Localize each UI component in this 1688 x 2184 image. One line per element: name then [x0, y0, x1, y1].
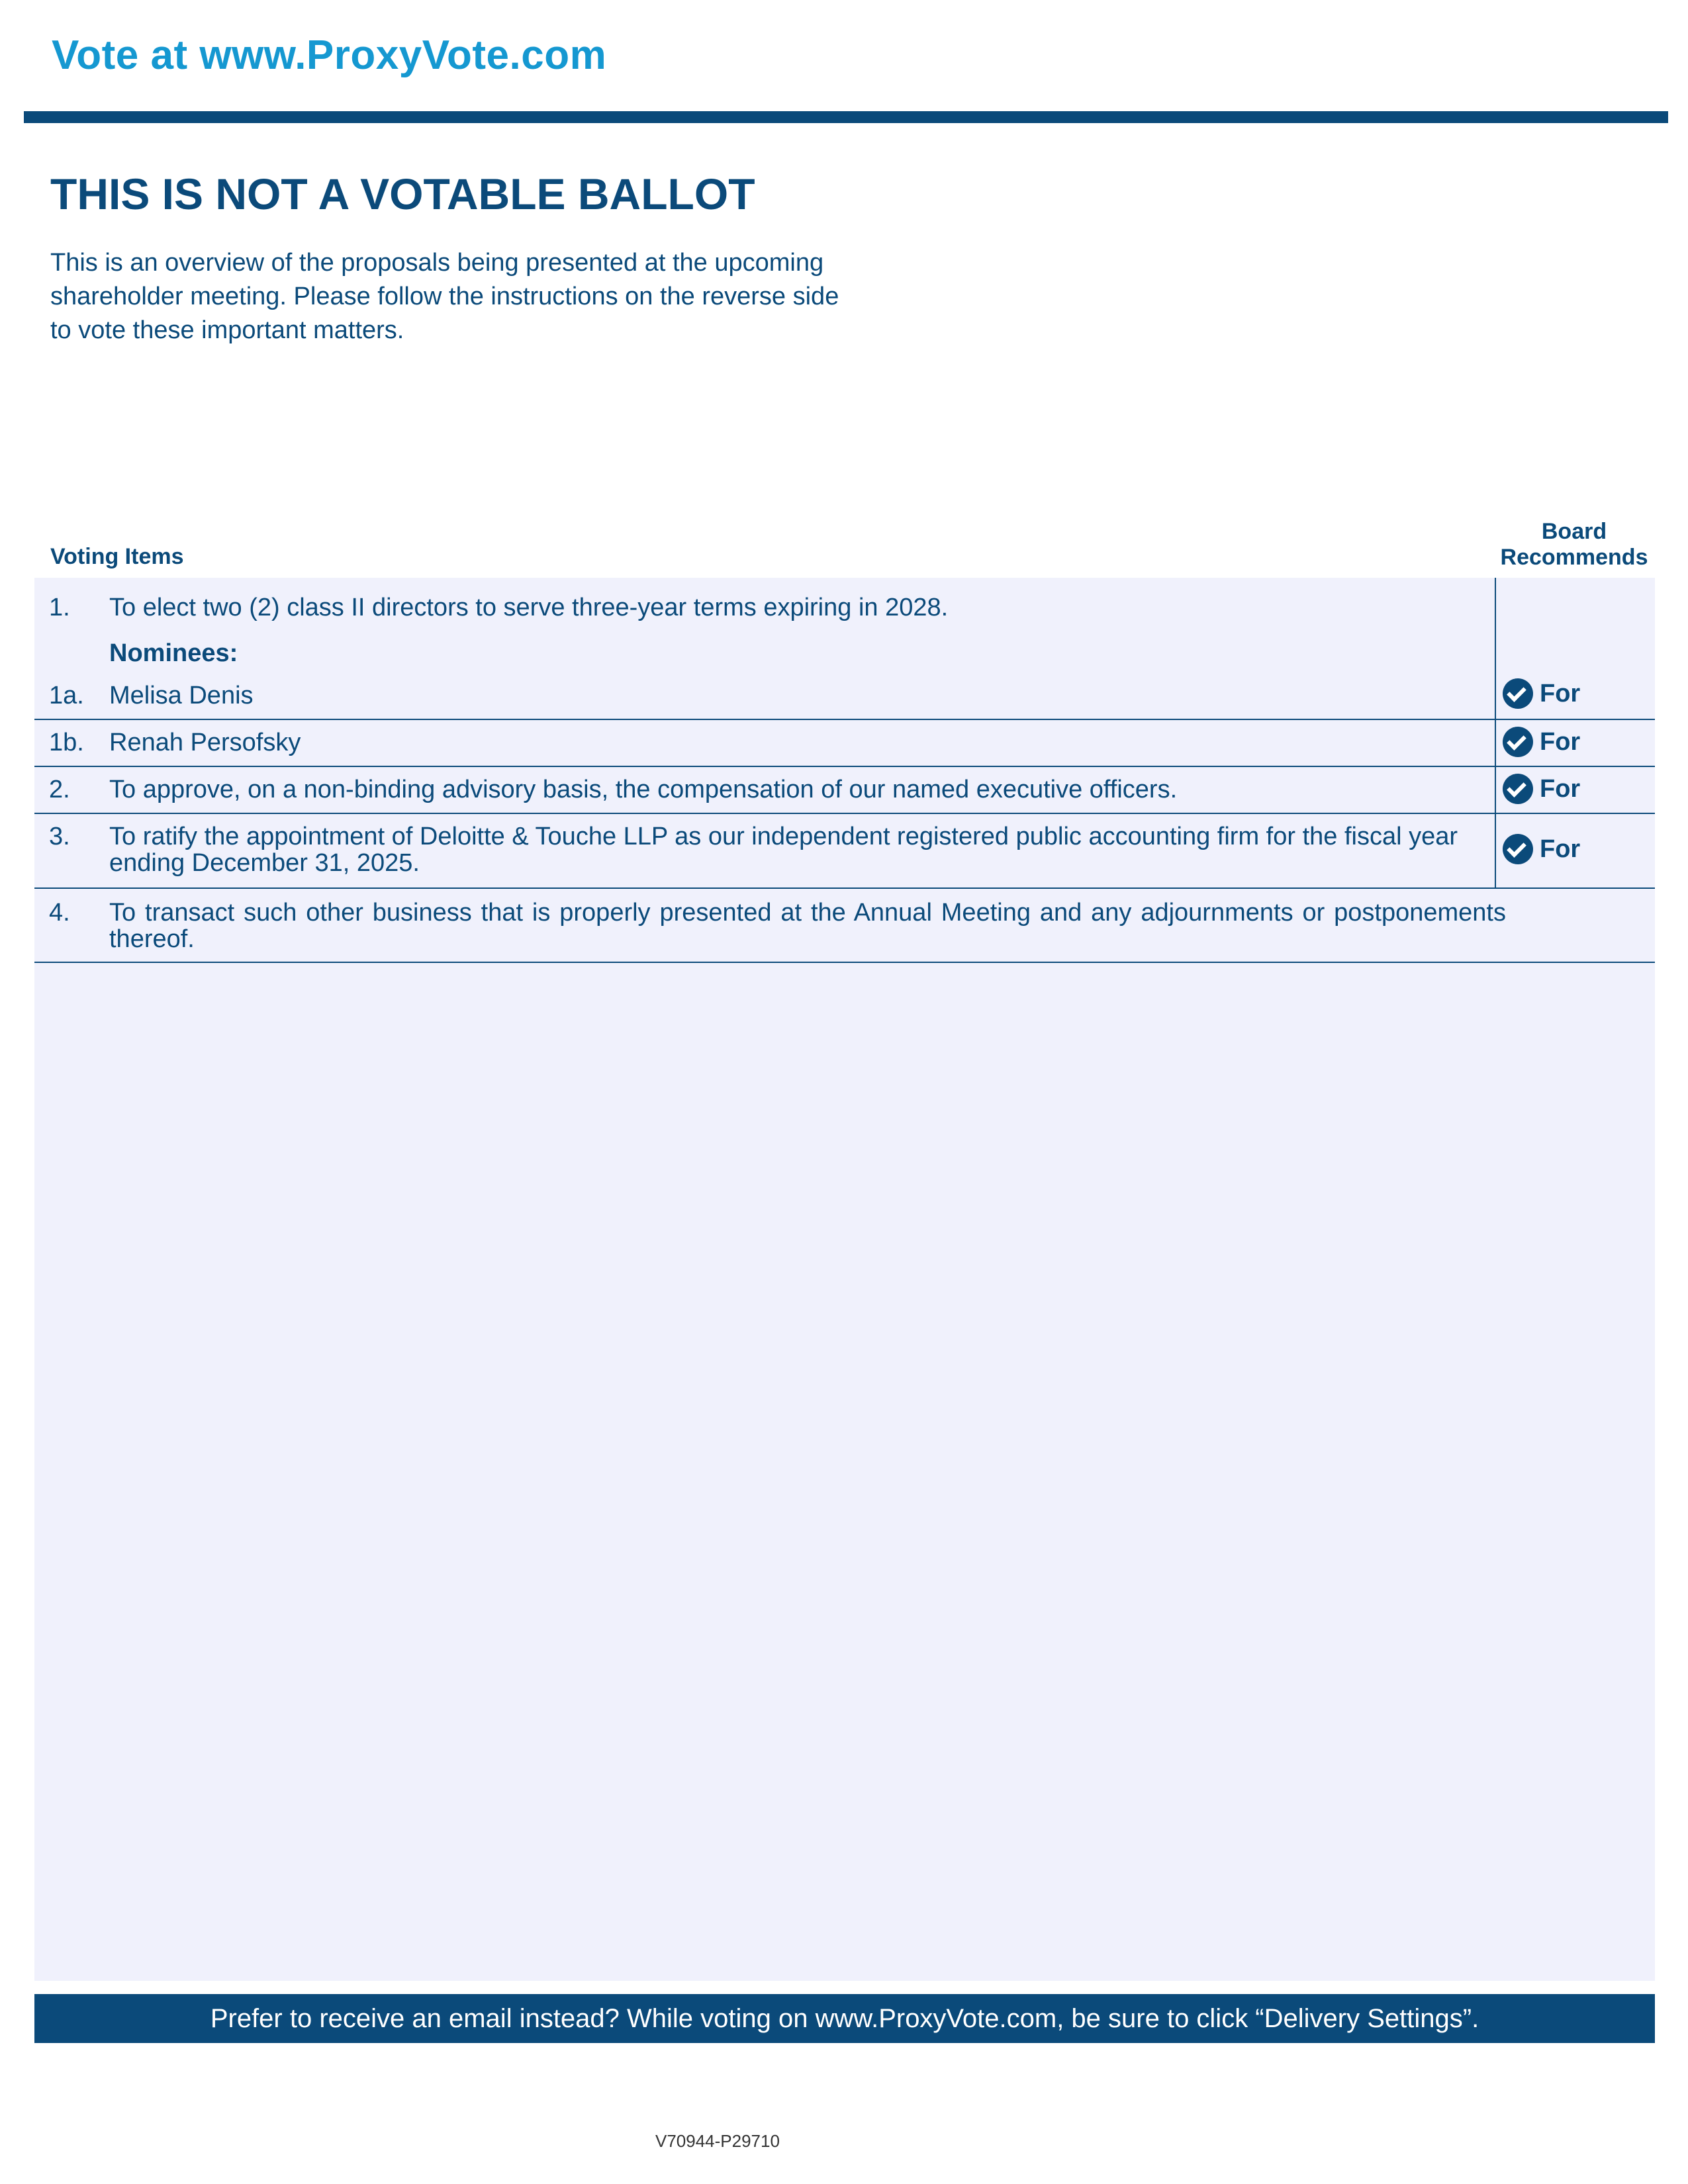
table-row-item-1b: [34, 720, 1655, 767]
recommendation-cell: [1495, 767, 1656, 813]
intro-paragraph: This is an overview of the proposals being presented at the upcoming shareholder meeting. Please follow the instructions on the reverse side to vote these important matters.: [50, 249, 839, 344]
recommendation-label: For: [1540, 775, 1581, 803]
recommendation-cell: [1495, 720, 1656, 766]
recommendation-cell: [1495, 814, 1656, 887]
email-delivery-banner: Prefer to receive an email instead? While voting on www.ProxyVote.com, be sure to click “Delivery Settings”.: [34, 1994, 1655, 2043]
recommendation-label: For: [1540, 680, 1581, 707]
document-code: V70944-P29710: [655, 2131, 780, 2151]
check-circle-icon: [1503, 727, 1533, 757]
check-circle-icon: [1503, 678, 1533, 709]
check-circle-icon: [1503, 774, 1533, 804]
table-row-item-4: [34, 889, 1655, 963]
board-recommends-line2: Recommends: [1500, 545, 1648, 570]
recommendation: [1503, 678, 1580, 709]
item-text: To approve, on a non-binding advisory basis, the compensation of our named executive officers.: [109, 776, 1178, 803]
item-text: To ratify the appointment of Deloitte & Touche LLP as our independent registered public accounting firm for the fiscal year ending December 31, 2025.: [109, 823, 1458, 877]
check-circle-icon: [1503, 834, 1533, 864]
recommendation-label: For: [1540, 728, 1581, 756]
recommendation: [1503, 774, 1580, 804]
board-recommends-header: [1495, 519, 1654, 570]
voting-items-panel: [34, 578, 1655, 1981]
item-number: 1a.: [49, 682, 84, 709]
nominees-label: Nominees:: [109, 639, 238, 667]
item-text: To transact such other business that is properly presented at the Annual Meeting and any adjournments or postponements thereof.: [109, 899, 1506, 953]
item-number: 1b.: [49, 729, 84, 756]
item-text: To elect two (2) class II directors to serve three-year terms expiring in 2028.: [109, 594, 949, 621]
item-number: 4.: [49, 899, 70, 927]
proxyvote-link[interactable]: Vote at www.ProxyVote.com: [52, 32, 607, 78]
recommendation: [1503, 727, 1580, 757]
nominee-name: Melisa Denis: [109, 682, 254, 709]
recommendation-cell: [1495, 578, 1656, 719]
item-number: 3.: [49, 823, 70, 850]
recommendation-label: For: [1540, 835, 1581, 863]
table-row-item-2: [34, 767, 1655, 814]
recommendation: [1503, 834, 1580, 864]
voting-items-table: [34, 578, 1655, 963]
table-row-item-1: [34, 578, 1655, 720]
board-recommends-line1: Board: [1541, 519, 1607, 544]
page-title: THIS IS NOT A VOTABLE BALLOT: [50, 169, 755, 218]
item-number: 1.: [49, 594, 70, 621]
voting-items-header: Voting Items: [50, 544, 184, 569]
table-row-item-3: [34, 814, 1655, 889]
item-number: 2.: [49, 776, 70, 803]
nominee-name: Renah Persofsky: [109, 729, 301, 756]
top-divider: [24, 111, 1668, 123]
